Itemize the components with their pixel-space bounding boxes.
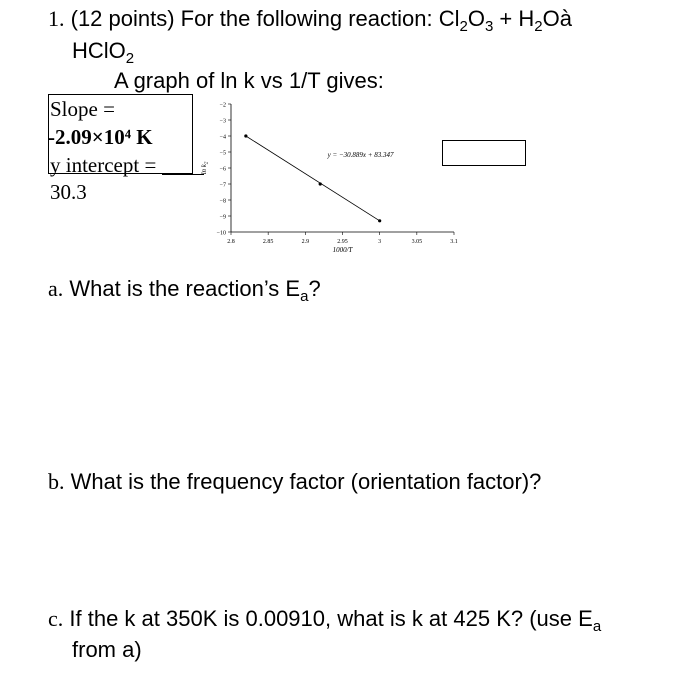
trend-line [246, 136, 380, 221]
y-tick-label: −9 [219, 214, 226, 221]
y-tick-label: −3 [219, 118, 226, 125]
x-tick-label: 2.9 [301, 239, 310, 245]
data-point [244, 134, 247, 137]
data-point [319, 182, 322, 185]
question-b [48, 469, 541, 495]
x-tick-label: 3 [378, 239, 382, 245]
graph-intro: A graph of ln k vs 1/T gives: [114, 68, 384, 93]
question-c: c. If the k at 350K is 0.00910, what is k at 425 K? (use $E_a$ [48, 606, 602, 635]
question-a: a. What is the reaction’s $E_a$? [48, 276, 321, 305]
chart-axes [231, 104, 454, 232]
y-tick-label: −8 [219, 198, 226, 205]
x-ticks [227, 232, 458, 245]
problem-heading [48, 6, 572, 35]
y-intercept-label: y intercept = [50, 153, 157, 177]
question-b-label: b. [48, 469, 65, 494]
slope-label: Slope = [50, 97, 115, 121]
y-tick-label: −5 [219, 150, 226, 157]
reactant-1: $Cl_2O_3$ [438, 6, 494, 35]
y-axis-label: $\ln k_2$ [200, 161, 210, 175]
data-point [378, 219, 381, 222]
problem-points: (12 points) For the following reaction: [70, 6, 439, 31]
question-c-continued: from a) [72, 637, 142, 662]
x-axis-label: 1000/T [332, 246, 353, 254]
trend-equation: y = −30.889x + 83.347 [327, 150, 394, 159]
problem-number: 1. [48, 6, 65, 31]
y-ticks [217, 102, 231, 236]
question-c-text: If the k at 350K is 0.00910, what is k at 425 K? (use E [69, 606, 593, 631]
y-tick-label: −7 [219, 182, 226, 189]
reactant-2: + $H_2Oà$ [493, 6, 572, 35]
question-a-text: What is the reaction’s E [69, 276, 301, 301]
y-intercept-value: 30.3 [50, 180, 87, 204]
question-b-text: What is the frequency factor (orientation factor)? [70, 469, 542, 494]
x-tick-label: 2.85 [262, 239, 274, 245]
y-tick-label: −4 [219, 134, 226, 141]
x-tick-label: 3.1 [450, 239, 458, 245]
question-c-label: c. [48, 606, 64, 631]
x-tick-label: 3.05 [411, 239, 423, 245]
y-tick-label: −10 [216, 230, 226, 237]
reaction-product: HClO$_2$ [72, 38, 135, 67]
ln-k-vs-inverse-t-chart [196, 98, 466, 263]
y-tick-label: −6 [219, 166, 226, 173]
question-a-label: a. [48, 276, 64, 301]
slope-value: -2.09×10⁴ K [48, 125, 153, 149]
y-tick-label: −2 [219, 102, 226, 109]
x-tick-label: 2.8 [227, 239, 235, 245]
x-tick-label: 2.95 [337, 239, 348, 245]
